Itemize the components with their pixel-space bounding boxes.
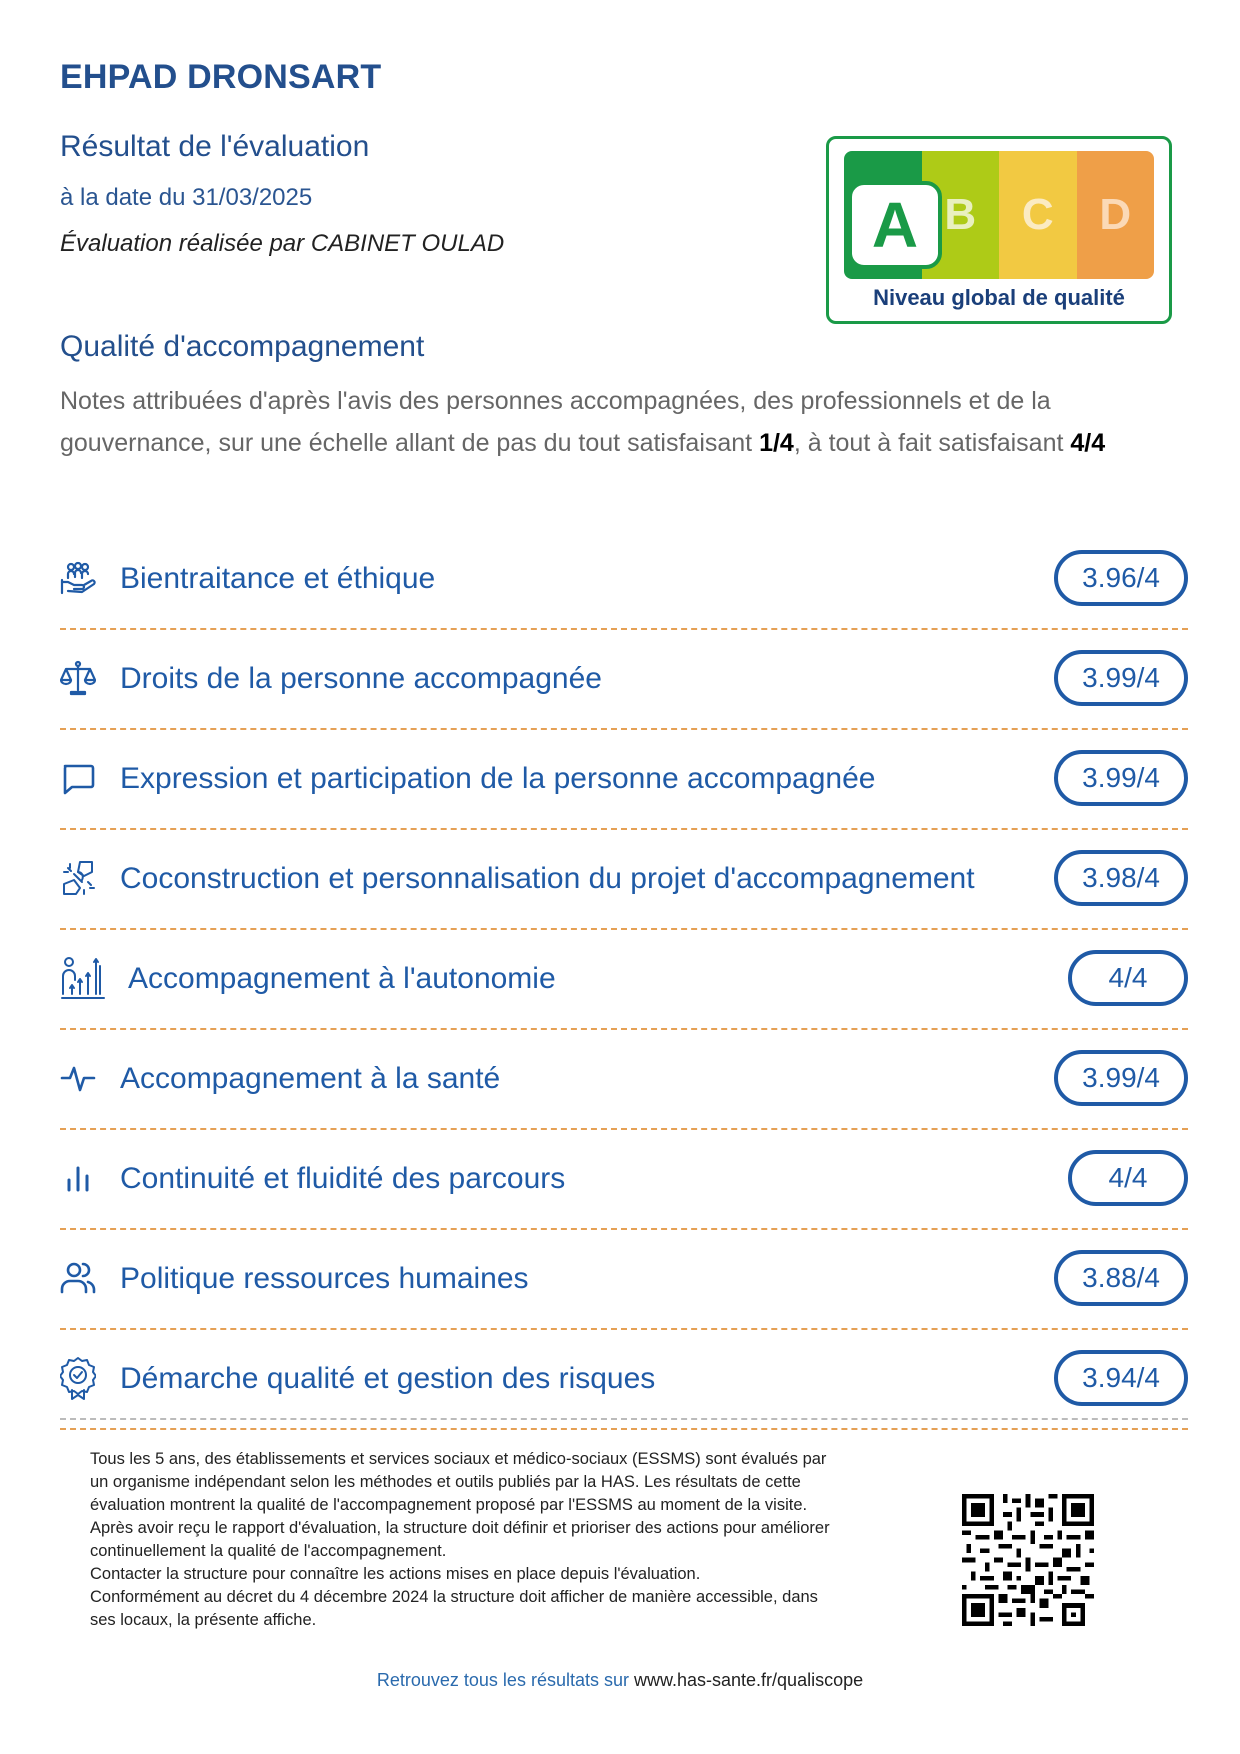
criterion-score: 4/4 [1068, 950, 1188, 1006]
grade-b-band: B [922, 151, 1000, 279]
criterion-label: Politique ressources humaines [120, 1262, 529, 1295]
evaluation-date: à la date du 31/03/2025 [60, 184, 313, 211]
facility-name: EHPAD DRONSART [60, 58, 382, 96]
qualiscope-link[interactable]: www.has-sante.fr/qualiscope [634, 1670, 864, 1690]
criterion-label: Coconstruction et personnalisation du projet d'accompagnement [120, 862, 975, 895]
badge-label: Niveau global de qualité [873, 285, 1125, 310]
criterion-row [60, 830, 1188, 930]
heartbeat-icon [60, 1060, 96, 1096]
growth-person-icon [60, 954, 106, 1000]
footer-line: Conformément au décret du 4 décembre 2024 la structure doit afficher de manière accessible, dans [90, 1588, 818, 1606]
footer-line: Tous les 5 ans, des établissements et services sociaux et médico-sociaux (ESSMS) sont évalués par [90, 1450, 827, 1468]
scale-min: 1/4 [759, 429, 794, 457]
collaboration-icon [60, 860, 96, 896]
scale-max: 4/4 [1070, 429, 1106, 457]
criterion-label: Droits de la personne accompagnée [120, 662, 602, 695]
criterion-label: Expression et participation de la personne accompagnée [120, 762, 876, 795]
criterion-label: Démarche qualité et gestion des risques [120, 1362, 656, 1395]
footer-line: Après avoir reçu le rapport d'évaluation, la structure doit définir et prioriser des actions pour améliorer [90, 1519, 830, 1537]
speech-bubble-icon [60, 760, 96, 796]
users-icon [60, 1260, 96, 1296]
criteria-list [60, 530, 1188, 1430]
footer-divider [60, 1418, 1188, 1420]
criterion-label: Accompagnement à la santé [120, 1062, 501, 1095]
selected-grade: A [848, 181, 942, 269]
caring-hands-icon [60, 560, 96, 596]
bar-chart-icon [60, 1160, 96, 1196]
evaluation-heading: Résultat de l'évaluation [60, 130, 370, 163]
criterion-score: 3.98/4 [1054, 850, 1188, 906]
criterion-row [60, 630, 1188, 730]
results-link-line [0, 1670, 1240, 1691]
criterion-label: Continuité et fluidité des parcours [120, 1162, 566, 1195]
quality-badge-icon [60, 1356, 96, 1400]
criterion-score: 3.96/4 [1054, 550, 1188, 606]
criterion-score: 3.88/4 [1054, 1250, 1188, 1306]
criterion-row [60, 1230, 1188, 1330]
criterion-row [60, 530, 1188, 630]
grade-scale [844, 151, 1154, 279]
footer-line: Contacter la structure pour connaître les actions mises en place depuis l'évaluation. [90, 1565, 701, 1583]
evaluator: Évaluation réalisée par CABINET OULAD [60, 230, 505, 257]
criterion-row [60, 930, 1188, 1030]
footer-line: continuellement la qualité de l'accompagnement. [90, 1542, 447, 1560]
criterion-label: Bientraitance et éthique [120, 562, 436, 595]
footer-notice [90, 1448, 950, 1632]
intro-text-1: Notes attribuées d'après l'avis des personnes accompagnées, des professionnels et de la gouvernance, sur une échelle allant de pas du tout satisfaisant [60, 387, 1051, 457]
criterion-score: 3.94/4 [1054, 1350, 1188, 1406]
quality-level-badge [826, 136, 1172, 324]
criterion-score: 3.99/4 [1054, 750, 1188, 806]
footer-line: ses locaux, la présente affiche. [90, 1611, 317, 1629]
section-title: Qualité d'accompagnement [60, 330, 425, 363]
criterion-label: Accompagnement à l'autonomie [128, 962, 556, 995]
grade-d-band: D [1077, 151, 1155, 279]
criterion-row [60, 1330, 1188, 1430]
results-link-lead: Retrouvez tous les résultats sur [376, 1670, 629, 1690]
scales-icon [60, 660, 96, 696]
criterion-row [60, 1130, 1188, 1230]
criterion-row [60, 1030, 1188, 1130]
criterion-score: 3.99/4 [1054, 1050, 1188, 1106]
criterion-score: 4/4 [1068, 1150, 1188, 1206]
criterion-score: 3.99/4 [1054, 650, 1188, 706]
qr-code[interactable] [962, 1494, 1094, 1626]
criterion-row [60, 730, 1188, 830]
footer-line: évaluation montrent la qualité de l'accompagnement proposé par l'ESSMS au moment de la visite. [90, 1496, 808, 1514]
intro-text-2: , à tout à fait satisfaisant [793, 429, 1071, 457]
footer-line: un organisme indépendant selon les méthodes et outils publiés par la HAS. Les résultats de cette [90, 1473, 801, 1491]
grade-c-band: C [999, 151, 1077, 279]
section-intro [60, 380, 1180, 464]
